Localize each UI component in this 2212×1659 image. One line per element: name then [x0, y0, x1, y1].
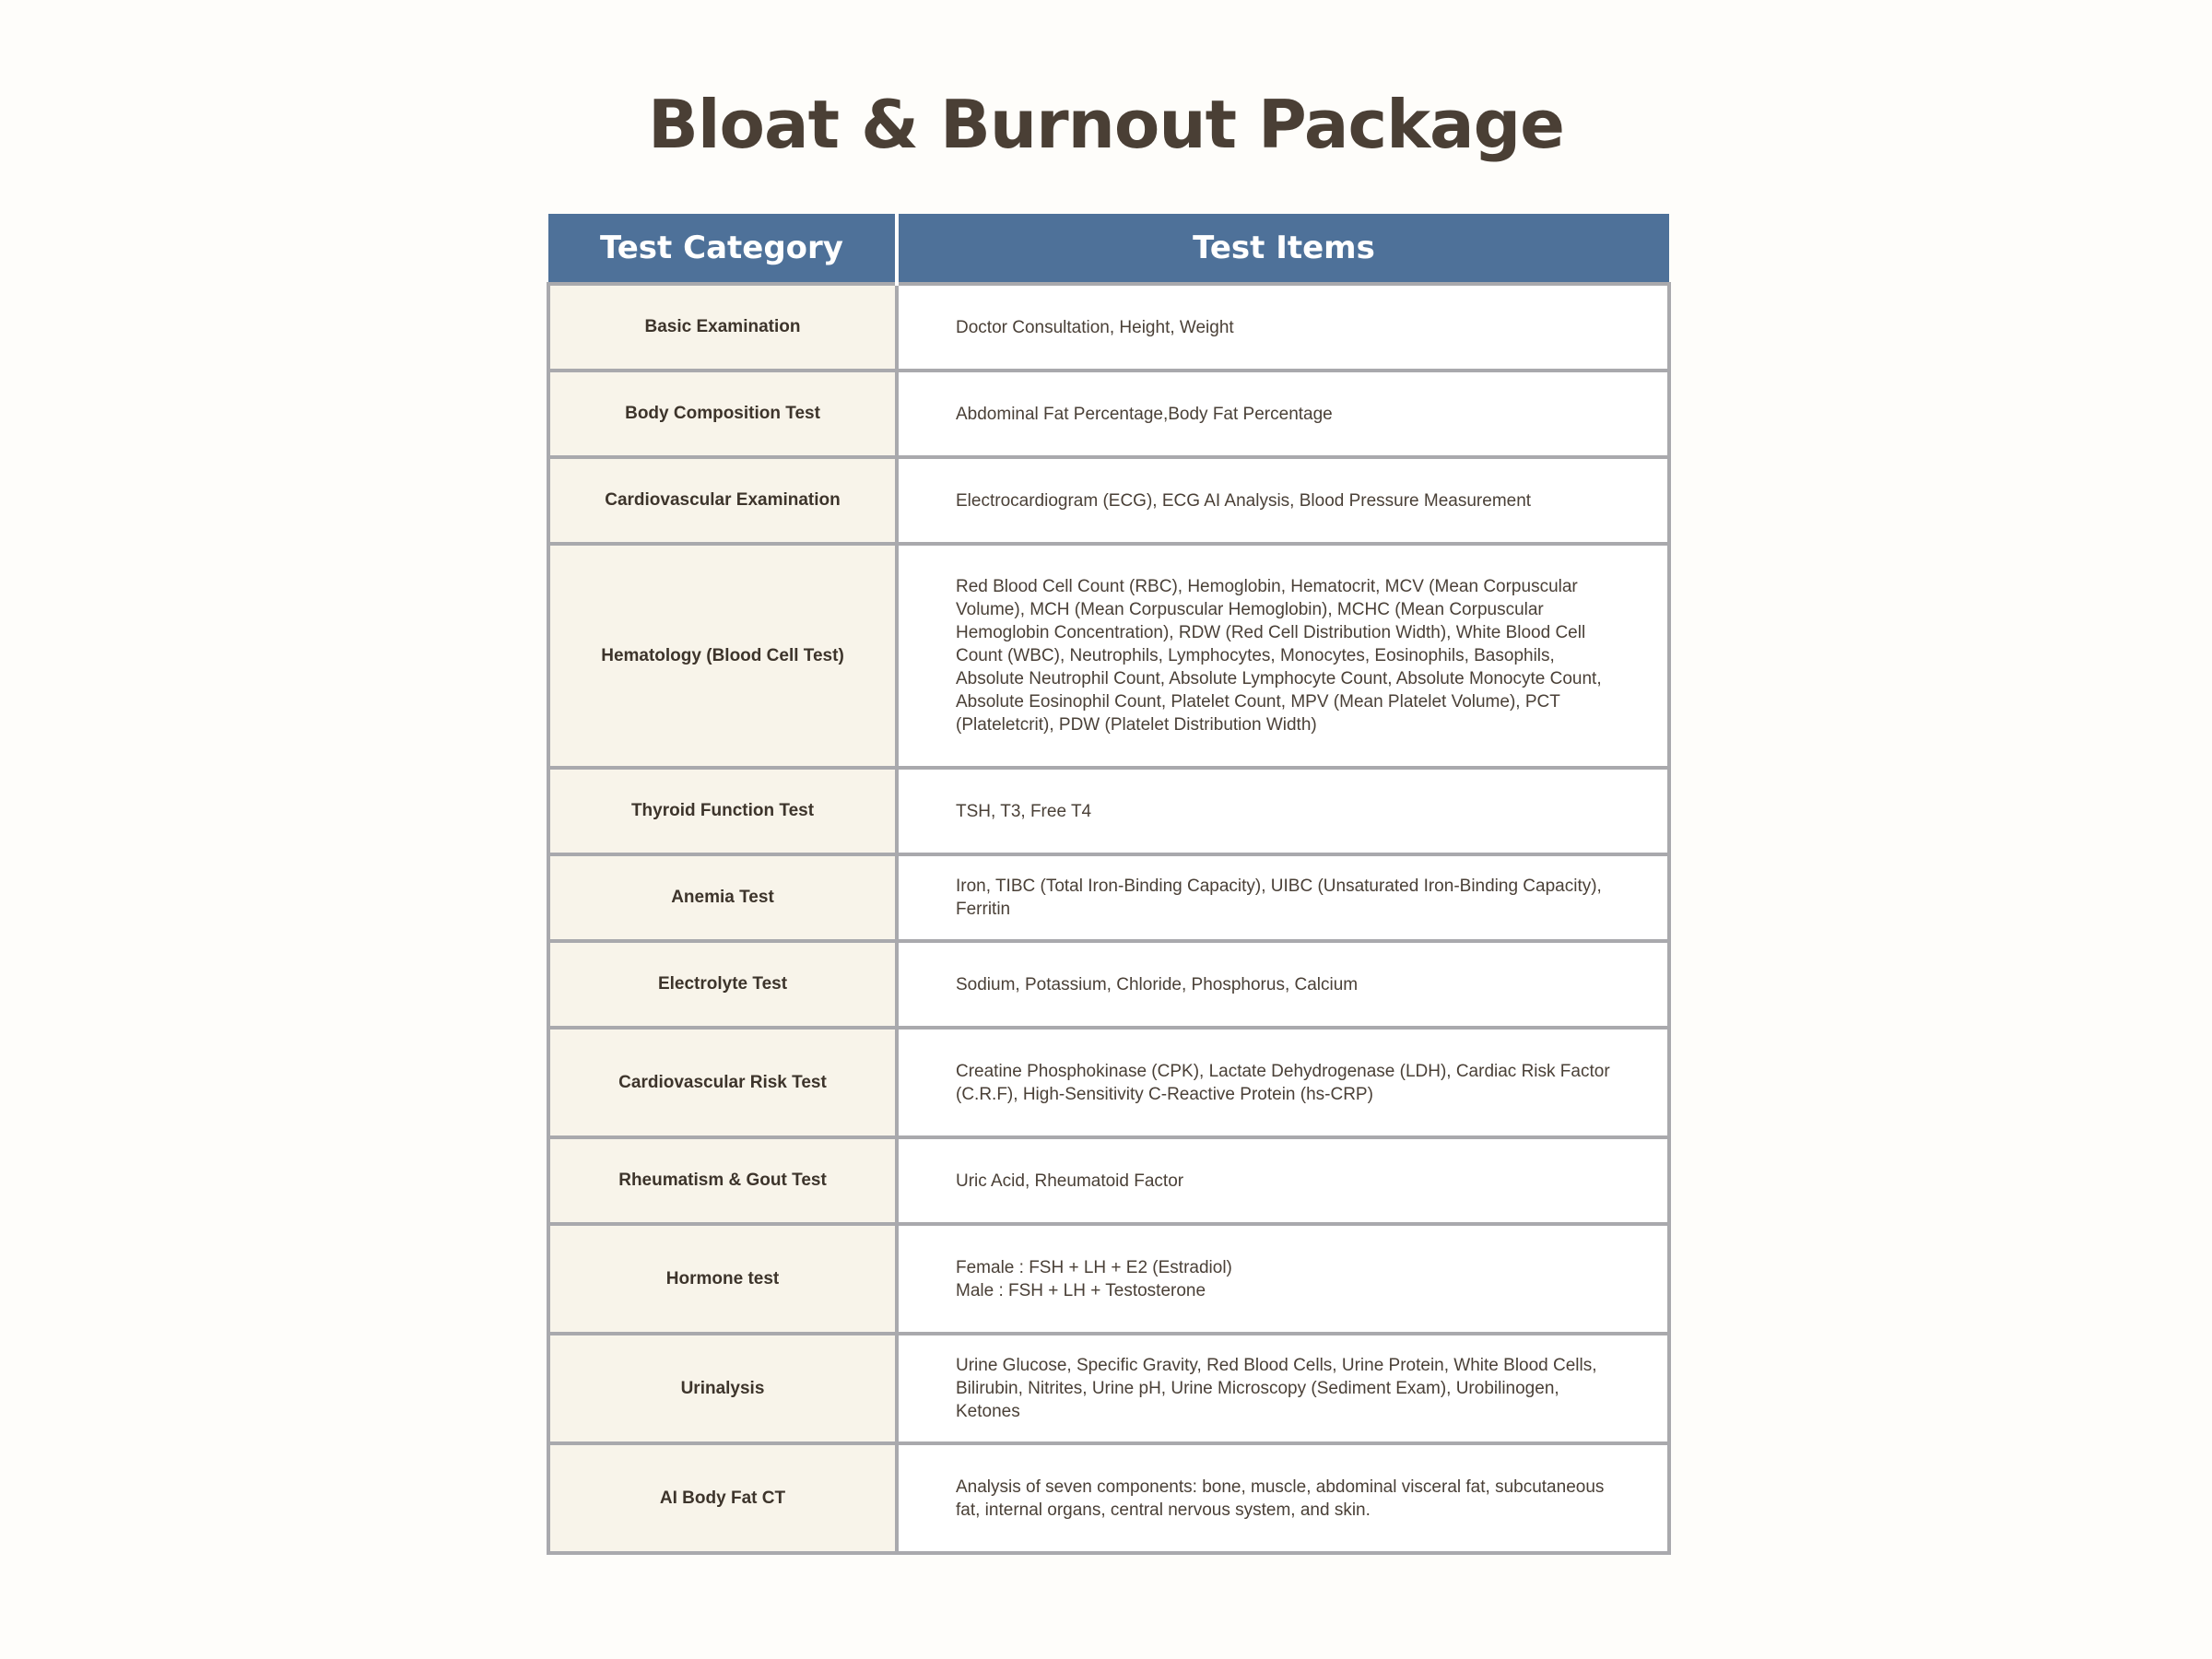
- category-cell: AI Body Fat CT: [548, 1443, 897, 1553]
- package-table: [547, 214, 1671, 1555]
- items-cell: TSH, T3, Free T4: [897, 768, 1669, 854]
- category-cell: Basic Examination: [548, 284, 897, 371]
- items-cell: Creatine Phosphokinase (CPK), Lactate Dehydrogenase (LDH), Cardiac Risk Factor (C.R.F), High-Sensitivity C-Reactive Protein (hs-CRP): [897, 1028, 1669, 1137]
- package-table-container: [547, 214, 1667, 1555]
- table-row: [548, 1224, 1669, 1334]
- table-row: [548, 544, 1669, 768]
- items-cell: Urine Glucose, Specific Gravity, Red Blood Cells, Urine Protein, White Blood Cells, Bilirubin, Nitrites, Urine pH, Urine Microscopy (Sediment Exam), Urobilinogen, Ketones: [897, 1334, 1669, 1443]
- table-row: [548, 1137, 1669, 1224]
- table-row: [548, 1028, 1669, 1137]
- category-cell: Cardiovascular Risk Test: [548, 1028, 897, 1137]
- category-cell: Urinalysis: [548, 1334, 897, 1443]
- table-row: [548, 457, 1669, 544]
- table-row: [548, 1334, 1669, 1443]
- header-test-items: Test Items: [897, 214, 1669, 284]
- category-cell: Hematology (Blood Cell Test): [548, 544, 897, 768]
- items-cell: Electrocardiogram (ECG), ECG AI Analysis, Blood Pressure Measurement: [897, 457, 1669, 544]
- page-title: Bloat & Burnout Package: [648, 86, 1564, 163]
- items-cell: Abdominal Fat Percentage,Body Fat Percentage: [897, 371, 1669, 457]
- category-cell: Hormone test: [548, 1224, 897, 1334]
- items-cell: Red Blood Cell Count (RBC), Hemoglobin, Hematocrit, MCV (Mean Corpuscular Volume), MCH (Mean Corpuscular Hemoglobin), MCHC (Mean Corpuscular Hemoglobin Concentration), RDW (Red Cell Distribution Width), White Blood Cell Count (WBC), Neutrophils, Lymphocytes, Monocytes, Eosinophils, Basophils, Absolute Neutrophil Count, Absolute Lymphocyte Count, Absolute Monocyte Count, Absolute Eosinophil Count, Platelet Count, MPV (Mean Platelet Volume), PCT (Plateletcrit), PDW (Platelet Distribution Width): [897, 544, 1669, 768]
- items-cell: Female : FSH + LH + E2 (Estradiol) Male : FSH + LH + Testosterone: [897, 1224, 1669, 1334]
- table-header-row: [548, 214, 1669, 284]
- items-cell: Uric Acid, Rheumatoid Factor: [897, 1137, 1669, 1224]
- items-cell: Sodium, Potassium, Chloride, Phosphorus, Calcium: [897, 941, 1669, 1028]
- category-cell: Thyroid Function Test: [548, 768, 897, 854]
- table-row: [548, 941, 1669, 1028]
- table-row: [548, 1443, 1669, 1553]
- items-cell: Analysis of seven components: bone, muscle, abdominal visceral fat, subcutaneous fat, internal organs, central nervous system, and skin.: [897, 1443, 1669, 1553]
- table-row: [548, 371, 1669, 457]
- table-row: [548, 768, 1669, 854]
- category-cell: Body Composition Test: [548, 371, 897, 457]
- items-cell: Doctor Consultation, Height, Weight: [897, 284, 1669, 371]
- items-cell: Iron, TIBC (Total Iron-Binding Capacity), UIBC (Unsaturated Iron-Binding Capacity), Ferritin: [897, 854, 1669, 941]
- category-cell: Anemia Test: [548, 854, 897, 941]
- table-row: [548, 284, 1669, 371]
- category-cell: Electrolyte Test: [548, 941, 897, 1028]
- category-cell: Rheumatism & Gout Test: [548, 1137, 897, 1224]
- category-cell: Cardiovascular Examination: [548, 457, 897, 544]
- table-row: [548, 854, 1669, 941]
- header-test-category: Test Category: [548, 214, 897, 284]
